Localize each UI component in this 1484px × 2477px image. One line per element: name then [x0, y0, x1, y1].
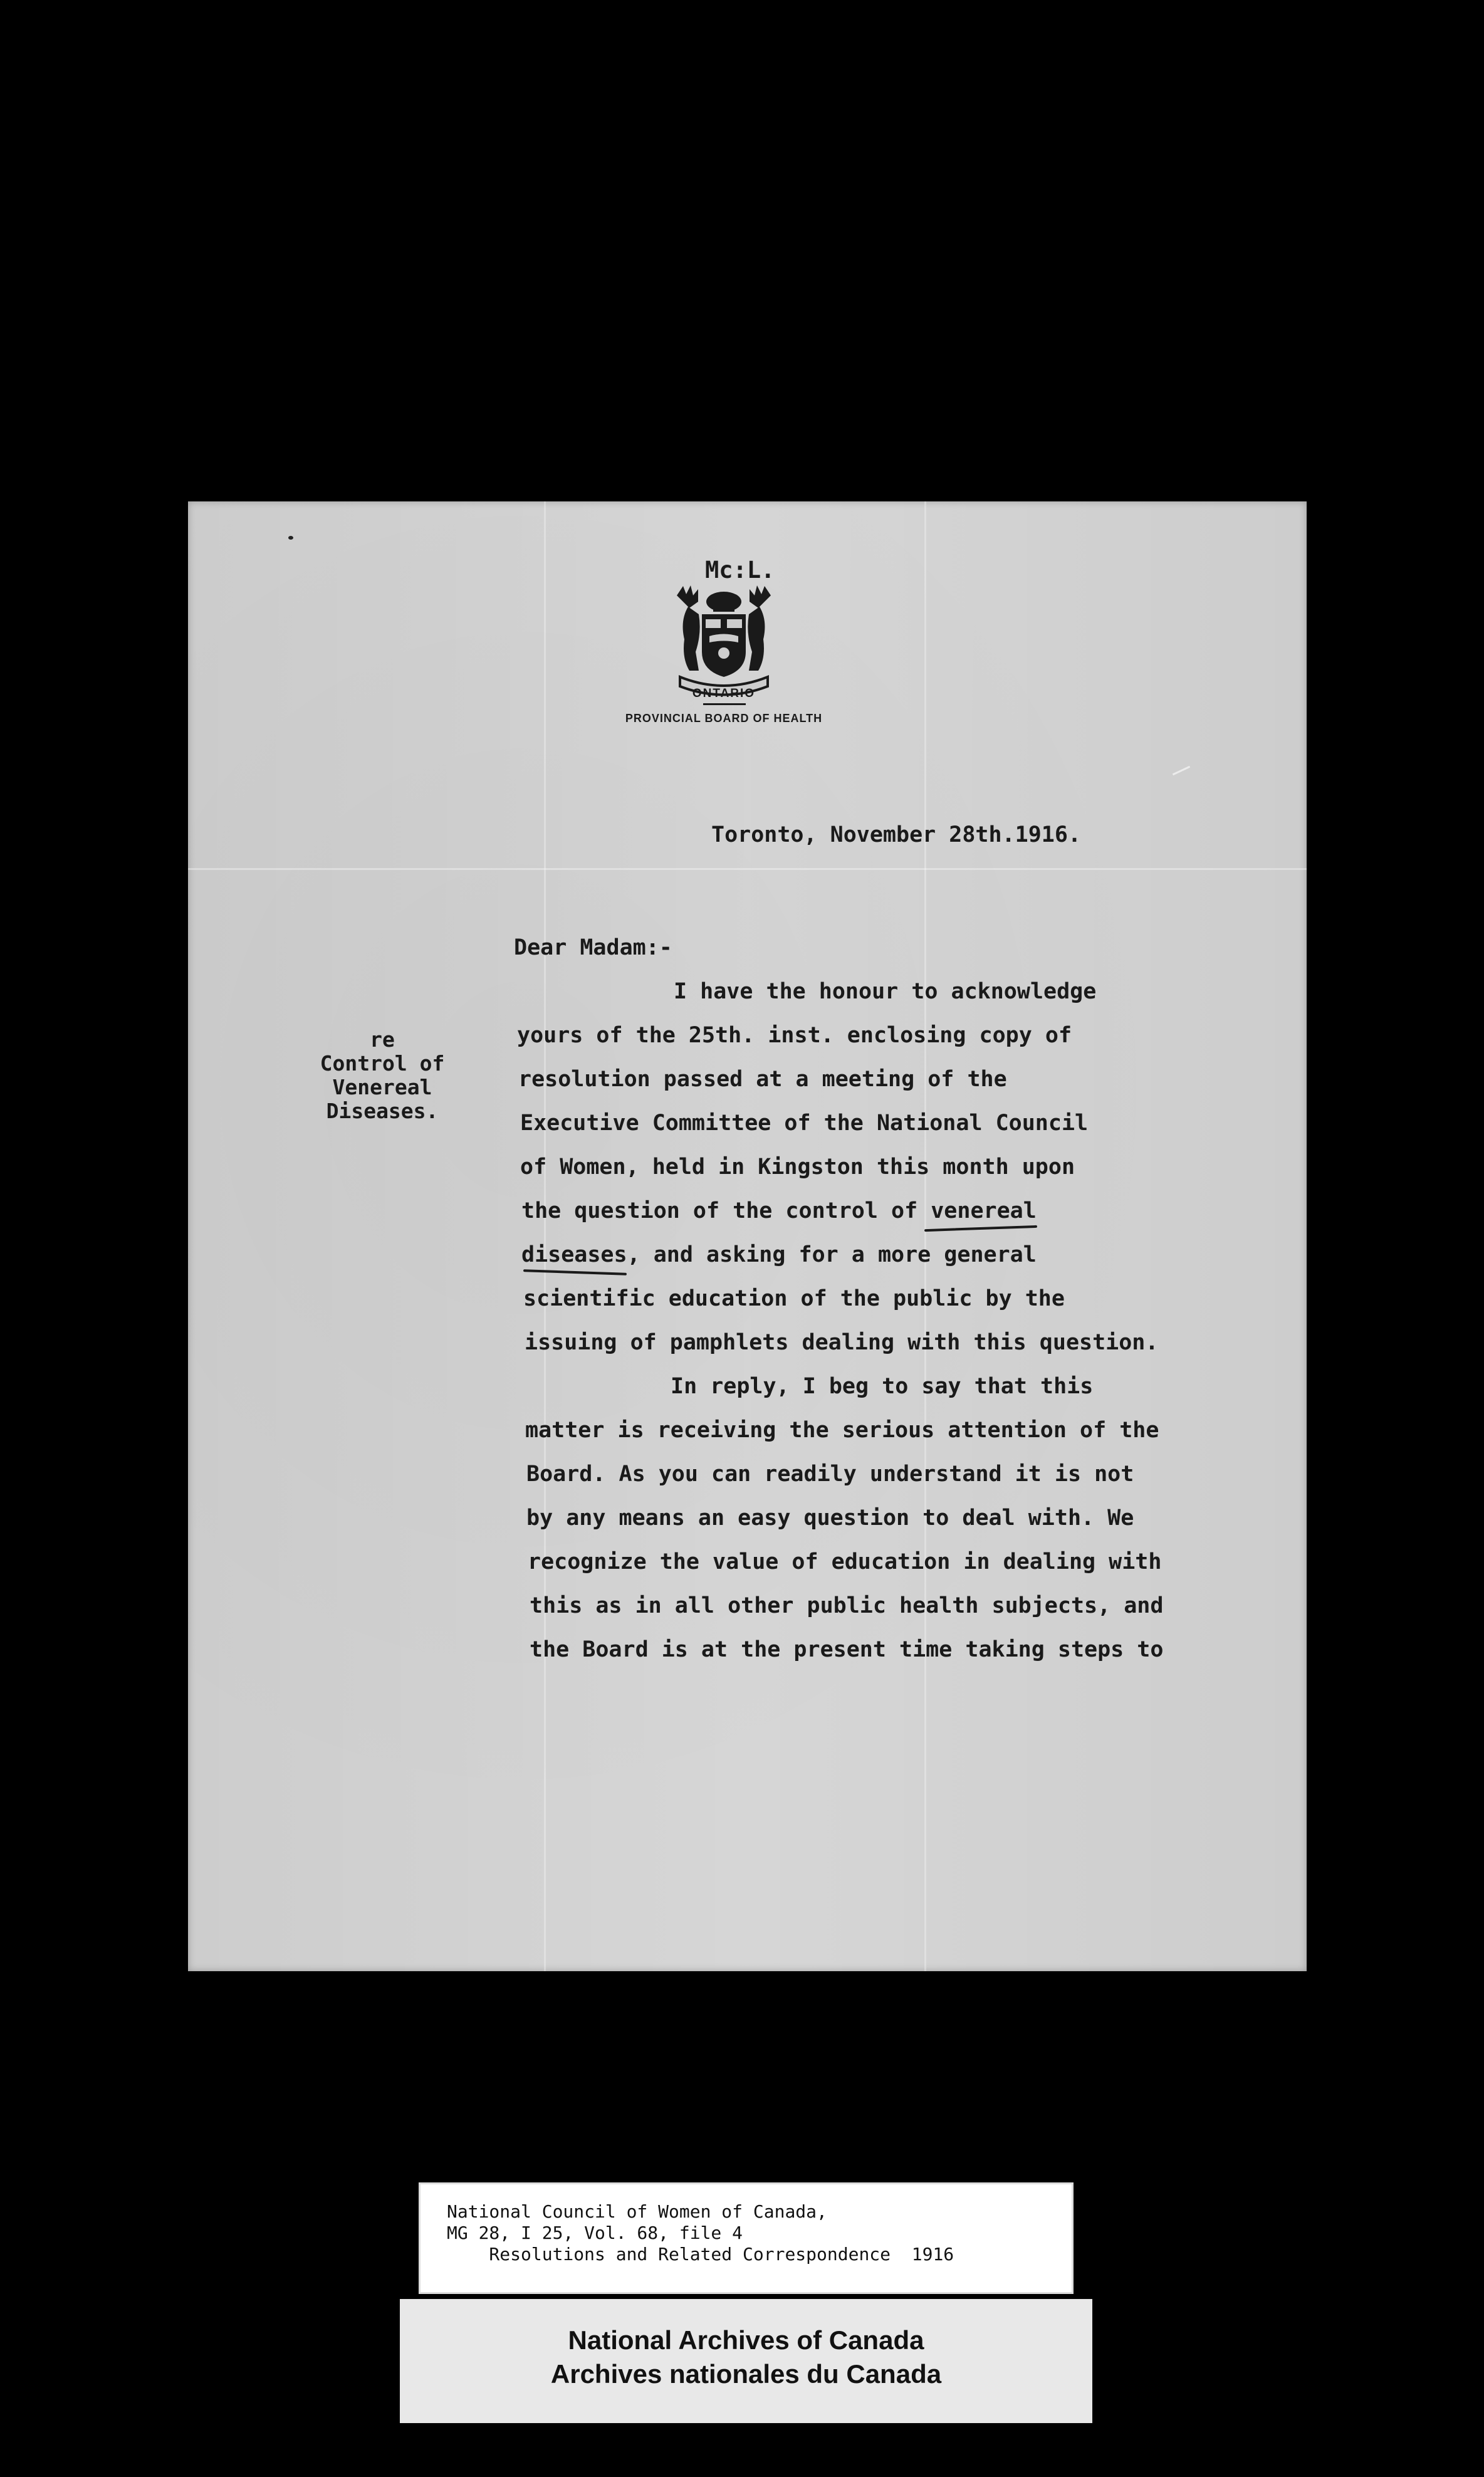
archive-reference-label	[419, 2182, 1074, 2294]
body-line: In reply, I beg to say that this	[671, 1374, 1094, 1399]
body-line: of Women, held in Kingston this month upon	[520, 1155, 1075, 1180]
margin-note	[307, 1028, 457, 1123]
letterhead-board: PROVINCIAL BOARD OF HEALTH	[625, 712, 823, 725]
body-line: scientific education of the public by the	[523, 1286, 1065, 1311]
letterhead-ontario: ONTARIO	[692, 687, 756, 700]
margin-note-line: Venereal	[332, 1075, 432, 1099]
body-line: this as in all other public health subjects, and	[530, 1593, 1164, 1618]
letterhead-rule	[703, 703, 746, 705]
salutation: Dear Madam:-	[514, 935, 672, 960]
fold-line	[924, 501, 926, 1971]
margin-note-line: Control of	[320, 1051, 445, 1076]
typist-initials: Mc:L.	[705, 557, 775, 584]
body-line: the Board is at the present time taking steps to	[530, 1637, 1164, 1662]
body-line: Executive Committee of the National Council	[520, 1111, 1089, 1136]
label-line: Resolutions and Related Correspondence 1916	[447, 2244, 954, 2265]
archive-stamp	[400, 2299, 1092, 2423]
body-line: I have the honour to acknowledge	[674, 979, 1097, 1004]
ontario-coat-of-arms-icon	[671, 583, 777, 702]
ink-speck	[288, 536, 293, 540]
fold-line	[188, 868, 1307, 870]
body-line: by any means an easy question to deal with. We	[526, 1506, 1134, 1531]
body-line: yours of the 25th. inst. enclosing copy of	[517, 1023, 1072, 1048]
margin-note-line: re	[370, 1027, 395, 1052]
handwritten-underline	[924, 1225, 1037, 1232]
body-line: Board. As you can readily understand it is not	[526, 1462, 1134, 1487]
archive-stamp-english: National Archives of Canada	[568, 2325, 924, 2355]
body-line: issuing of pamphlets dealing with this question.	[525, 1330, 1159, 1355]
body-line: the question of the control of venereal	[521, 1198, 1037, 1223]
paper-mark	[1173, 766, 1190, 775]
body-line: matter is receiving the serious attention of the	[525, 1418, 1159, 1443]
archive-stamp-french: Archives nationales du Canada	[550, 2359, 942, 2389]
label-line: National Council of Women of Canada,	[447, 2201, 827, 2222]
letter-page	[188, 501, 1307, 1971]
margin-note-line: Diseases.	[326, 1099, 439, 1123]
fold-line	[544, 501, 546, 1971]
body-line: diseases, and asking for a more general	[521, 1242, 1037, 1267]
body-line: resolution passed at a meeting of the	[518, 1067, 1007, 1092]
label-line: MG 28, I 25, Vol. 68, file 4	[447, 2223, 743, 2243]
handwritten-underline	[523, 1269, 627, 1275]
body-line: recognize the value of education in dealing with	[528, 1549, 1162, 1574]
letter-date: Toronto, November 28th.1916.	[711, 822, 1082, 847]
